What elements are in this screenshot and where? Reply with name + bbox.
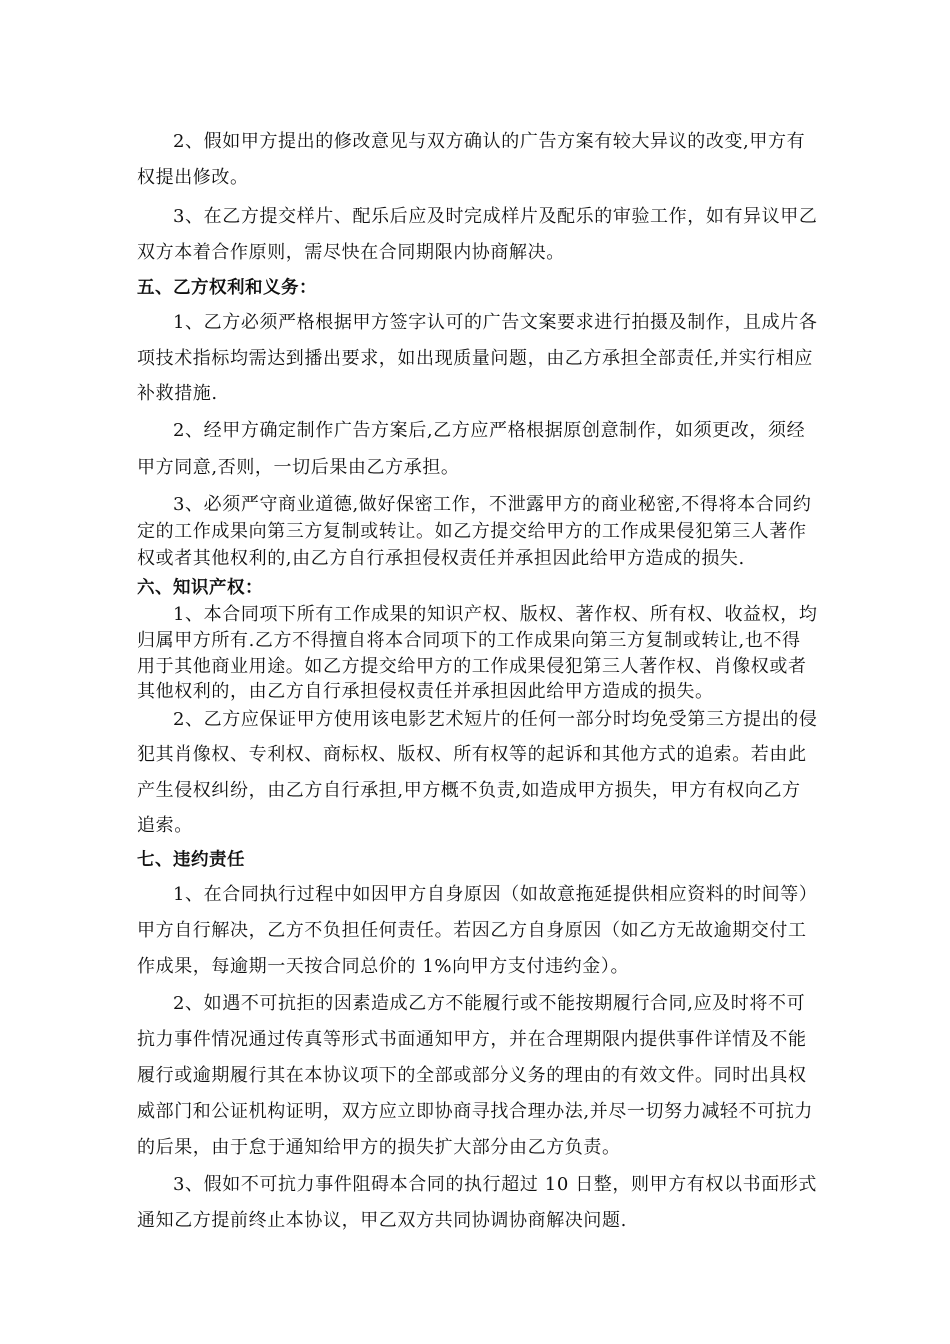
paragraph-line: 威部门和公证机构证明，双方应立即协商寻找合理办法,并尽一切努力减轻不可抗力: [137, 1101, 813, 1122]
paragraph-line: 1、在合同执行过程中如因甲方自身原因（如故意拖延提供相应资料的时间等）: [173, 884, 818, 905]
section-heading: 六、知识产权：: [137, 578, 263, 598]
paragraph-line: 2、如遇不可抗拒的因素造成乙方不能履行或不能按期履行合同,应及时将不可: [173, 993, 806, 1014]
paragraph-line: 归属甲方所有.乙方不得擅自将本合同项下的工作成果向第三方复制或转让,也不得: [137, 630, 801, 651]
paragraph-line: 抗力事件情况通过传真等形式书面通知甲方，并在合理期限内提供事件详情及不能: [137, 1029, 807, 1050]
section-heading: 五、乙方权利和义务：: [137, 278, 317, 298]
paragraph-line: 2、经甲方确定制作广告方案后,乙方应严格根据原创意制作，如须更改，须经: [173, 420, 806, 441]
paragraph-line: 3、假如不可抗力事件阻碍本合同的执行超过 10 日整，则甲方有权以书面形式: [173, 1174, 817, 1195]
paragraph-line: 产生侵权纠纷，由乙方自行承担,甲方概不负责,如造成甲方损失，甲方有权向乙方: [137, 780, 801, 801]
paragraph-line: 2、假如甲方提出的修改意见与双方确认的广告方案有较大异议的改变,甲方有: [173, 131, 806, 152]
paragraph-line: 的后果，由于怠于通知给甲方的损失扩大部分由乙方负责。: [137, 1137, 621, 1158]
paragraph-line: 3、必须严守商业道德,做好保密工作，不泄露甲方的商业秘密,不得将本合同约: [173, 494, 812, 515]
paragraph-line: 履行或逾期履行其在本协议项下的全部或部分义务的理由的有效文件。同时出具权: [137, 1065, 807, 1086]
paragraph-line: 甲方同意,否则，一切后果由乙方承担。: [137, 457, 460, 478]
paragraph-line: 用于其他商业用途。如乙方提交给甲方的工作成果侵犯第三人著作权、肖像权或者: [137, 656, 807, 677]
paragraph-line: 通知乙方提前终止本协议，甲乙双方共同协调协商解决问题.: [137, 1210, 627, 1231]
paragraph-line: 犯其肖像权、专利权、商标权、版权、所有权等的起诉和其他方式的追索。若由此: [137, 744, 807, 765]
paragraph-line: 定的工作成果向第三方复制或转让。如乙方提交给甲方的工作成果侵犯第三人著作: [137, 521, 807, 542]
paragraph-line: 权或者其他权利的,由乙方自行承担侵权责任并承担因此给甲方造成的损失.: [137, 548, 745, 569]
paragraph-line: 1、本合同项下所有工作成果的知识产权、版权、著作权、所有权、收益权，均: [173, 604, 818, 625]
paragraph-line: 其他权利的，由乙方自行承担侵权责任并承担因此给甲方造成的损失。: [137, 681, 714, 702]
paragraph-line: 权提出修改。: [137, 167, 249, 188]
paragraph-line: 3、在乙方提交样片、配乐后应及时完成样片及配乐的审验工作，如有异议甲乙: [173, 206, 818, 227]
paragraph-line: 追索。: [137, 815, 193, 836]
paragraph-line: 2、乙方应保证甲方使用该电影艺术短片的任何一部分时均免受第三方提出的侵: [173, 709, 818, 730]
paragraph-line: 甲方自行解决，乙方不负担任何责任。若因乙方自身原因（如乙方无故逾期交付工: [137, 920, 807, 941]
section-heading: 七、违约责任: [137, 850, 245, 870]
paragraph-line: 补救措施.: [137, 383, 218, 404]
paragraph-line: 作成果，每逾期一天按合同总价的 1%向甲方支付违约金）。: [137, 956, 630, 977]
paragraph-line: 双方本着合作原则，需尽快在合同期限内协商解决。: [137, 242, 565, 263]
paragraph-line: 1、乙方必须严格根据甲方签字认可的广告文案要求进行拍摄及制作，且成片各: [173, 312, 818, 333]
paragraph-line: 项技术指标均需达到播出要求，如出现质量问题，由乙方承担全部责任,并实行相应: [137, 348, 813, 369]
